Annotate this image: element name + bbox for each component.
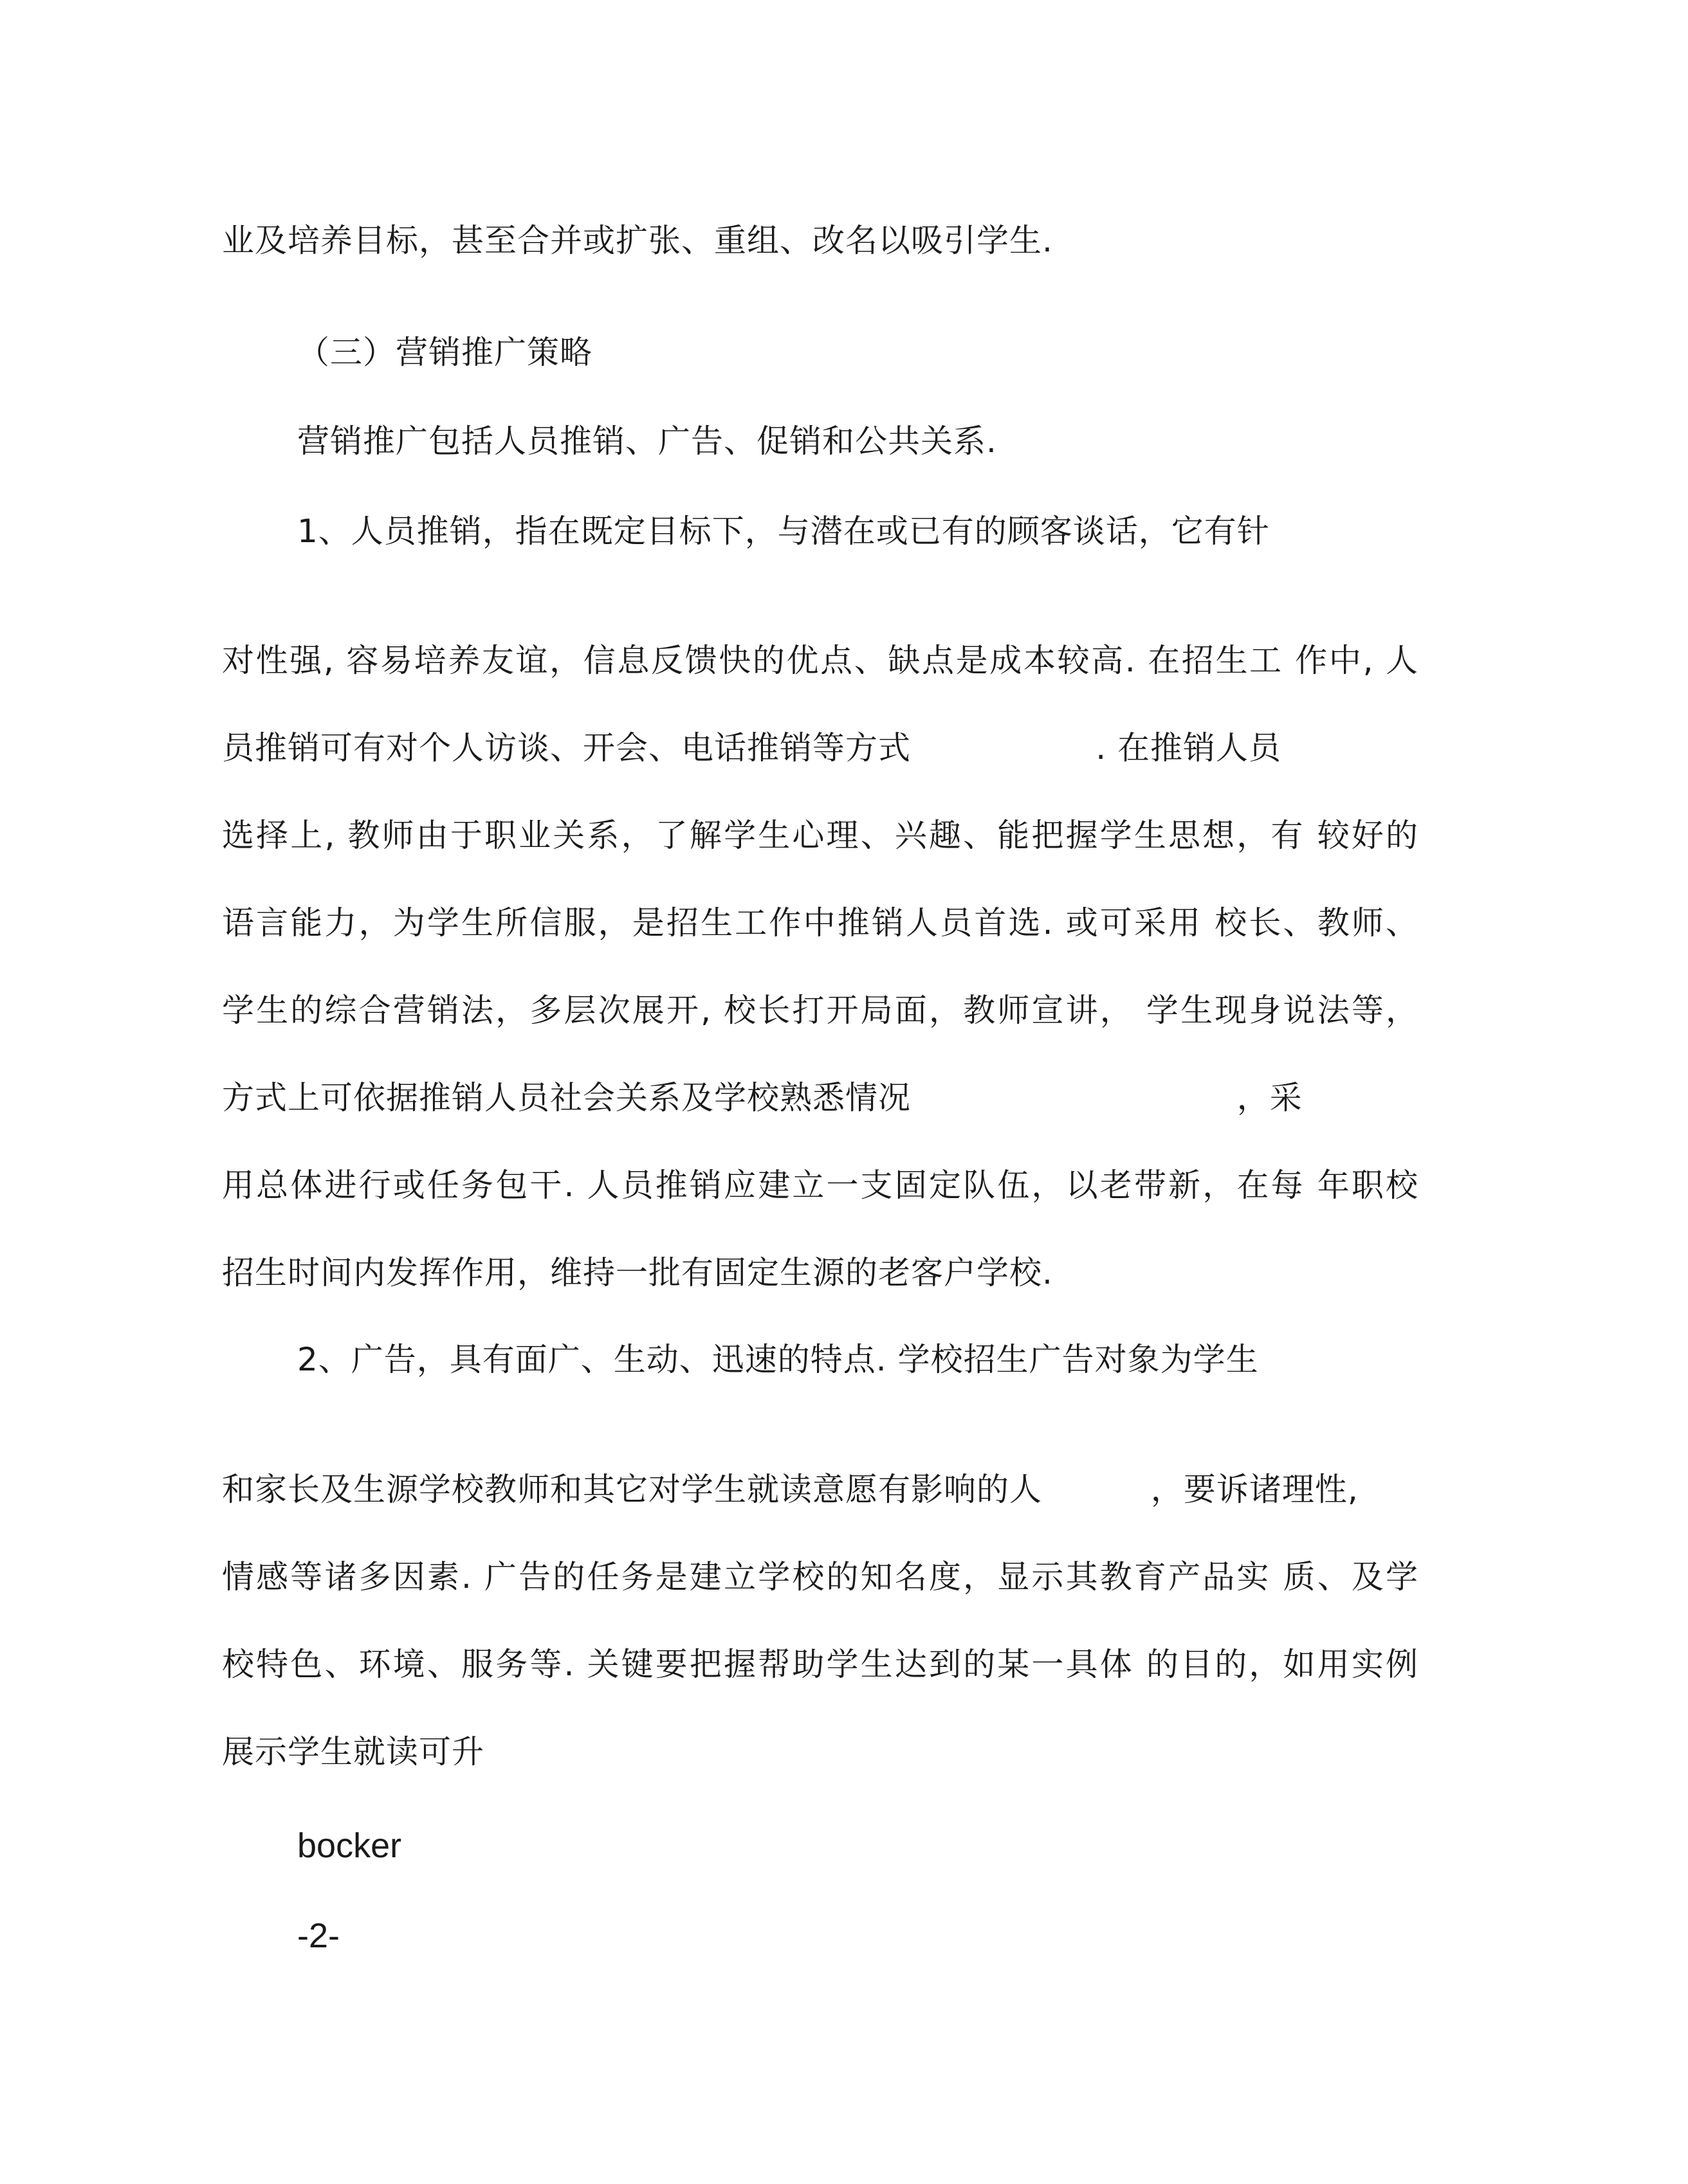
paragraph-line: 语言能力，为学生所信服，是招生工作中推销人员首选. 或可采用 校长、教师、 [222,904,1418,942]
paragraph-line: 1、人员推销，指在既定目标下，与潜在或已有的顾客谈话，它有针 [297,513,1270,550]
paragraph-line: 方式上可依据推销人员社会关系及学校熟悉情况 ，采 [222,1079,1303,1116]
paragraph-line: 对性强, 容易培养友谊，信息反馈快的优点、缺点是成本较高. 在招生工 作中, 人 [222,642,1418,679]
paragraph-line: 2、广告，具有面广、生动、迅速的特点. 学校招生广告对象为学生 [297,1341,1259,1378]
paragraph-line: 学生的综合营销法，多层次展开, 校长打开局面，教师宣讲， 学生现身说法等， [222,992,1418,1029]
page-number: -2- [297,1916,340,1955]
paragraph-line: 用总体进行或任务包干. 人员推销应建立一支固定队伍，以老带新，在每 年职校 [222,1167,1418,1204]
section-heading: （三）营销推广策略 [297,334,592,371]
paragraph-line: 营销推广包括人员推销、广告、促销和公共关系. [297,423,997,460]
paragraph-line: 员推销可有对个人访谈、开会、电话推销等方式 . 在推销人员 [222,729,1281,767]
paragraph-line: 校特色、环境、服务等. 关键要把握帮助学生达到的某一具体 的目的，如用实例 [222,1646,1418,1683]
paragraph-line: 选择上, 教师由于职业关系，了解学生心理、兴趣、能把握学生思想，有 较好的 [222,817,1418,854]
paragraph-line: 和家长及生源学校教师和其它对学生就读意愿有影响的人 ，要诉诸理性, [222,1471,1359,1508]
paragraph-line: 招生时间内发挥作用，维持一批有固定生源的老客户学校. [222,1254,1053,1291]
paragraph-line: 业及培养目标，甚至合并或扩张、重组、改名以吸引学生. [222,222,1053,259]
paragraph-line: 展示学生就读可升 [222,1733,484,1770]
footer-label: bocker [297,1826,402,1865]
paragraph-line: 情感等诸多因素. 广告的任务是建立学校的知名度，显示其教育产品实 质、及学 [222,1558,1418,1596]
